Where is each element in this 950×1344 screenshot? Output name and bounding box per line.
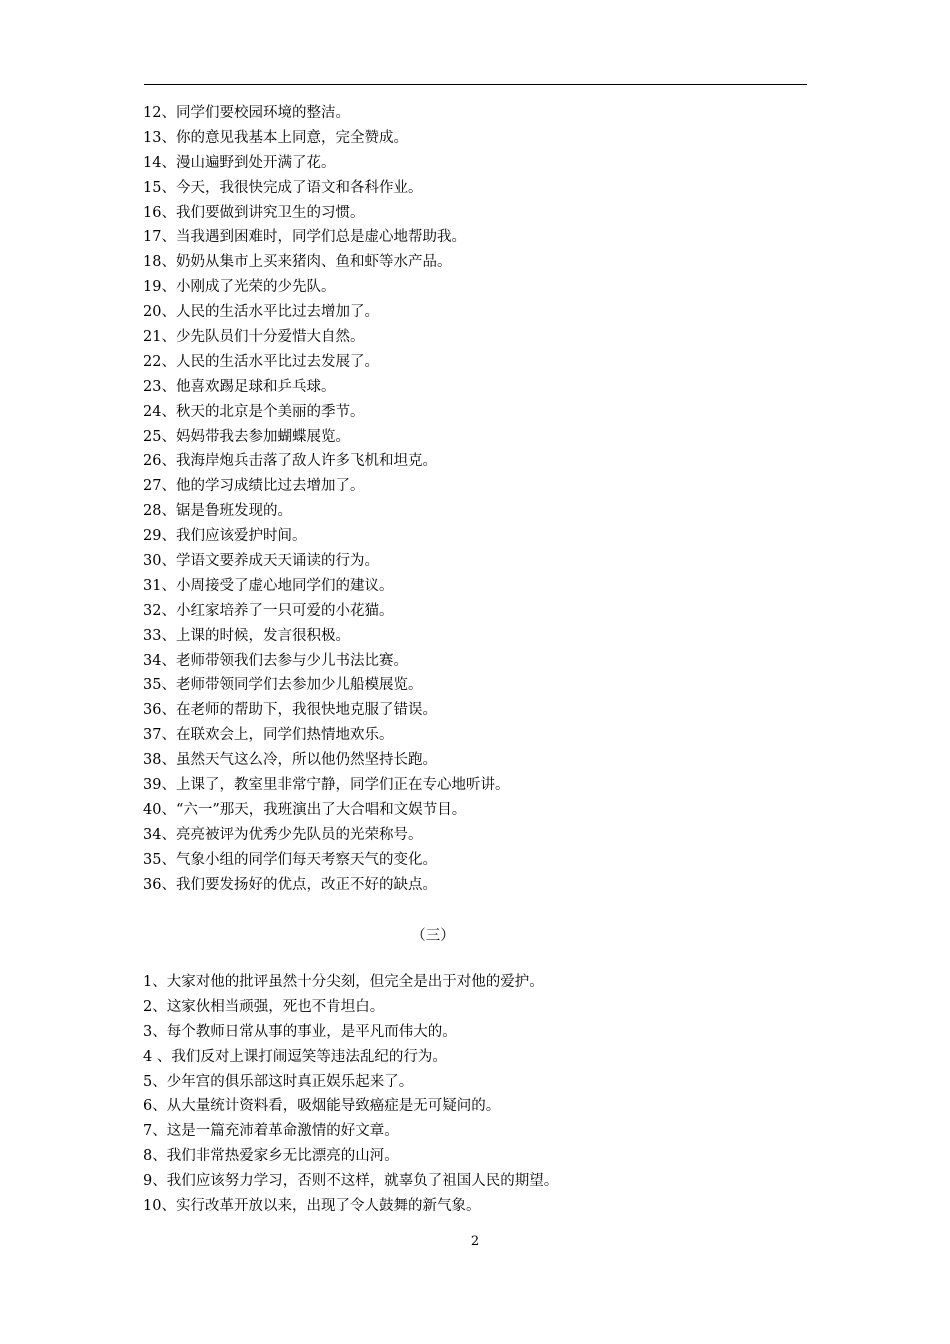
- sentence-item: 22、人民的生活水平比过去发展了。: [143, 353, 379, 370]
- sentence-item: 18、奶奶从集市上买来猪肉、鱼和虾等水产品。: [143, 254, 452, 271]
- sentence-list-part3: [143, 970, 558, 1219]
- sentence-item: 27、他的学习成绩比过去增加了。: [143, 478, 365, 495]
- sentence-item: 33、上课的时候，发言很积极。: [143, 627, 350, 644]
- sentence-item: 2、这家伙相当顽强，死也不肯坦白。: [143, 998, 385, 1015]
- sentence-item: 6、从大量统计资料看，吸烟能导致癌症是无可疑问的。: [143, 1098, 501, 1115]
- sentence-item: 35、气象小组的同学们每天考察天气的变化。: [143, 851, 437, 868]
- sentence-item: 26、我海岸炮兵击落了敌人许多飞机和坦克。: [143, 453, 437, 470]
- sentence-item: 12、同学们要校园环境的整洁。: [143, 105, 350, 121]
- sentence-item: 20、人民的生活水平比过去增加了。: [143, 304, 379, 321]
- sentence-item: 40、“六一”那天，我班演出了大合唱和文娱节目。: [143, 801, 467, 818]
- sentence-item: 13、你的意见我基本上同意，完全赞成。: [143, 129, 408, 146]
- sentence-item: 17、当我遇到困难时，同学们总是虚心地帮助我。: [143, 229, 466, 246]
- sentence-item: 8、我们非常热爱家乡无比漂亮的山河。: [143, 1148, 399, 1165]
- sentence-item: 14、漫山遍野到处开满了花。: [143, 154, 336, 171]
- sentence-list-part2: [143, 101, 509, 898]
- sentence-item: 3、每个教师日常从事的事业，是平凡而伟大的。: [143, 1023, 457, 1040]
- sentence-item: 4 、我们反对上课打闹逗笑等违法乱纪的行为。: [143, 1048, 447, 1065]
- sentence-item: 16、我们要做到讲究卫生的习惯。: [143, 204, 365, 221]
- section-title: （三）: [411, 928, 455, 944]
- sentence-item: 34、老师带领我们去参与少儿书法比赛。: [143, 652, 408, 669]
- sentence-item: 37、在联欢会上，同学们热情地欢乐。: [143, 727, 394, 744]
- sentence-item: 36、在老师的帮助下，我很快地克服了错误。: [143, 702, 437, 719]
- page-number: 2: [470, 1234, 480, 1249]
- sentence-item: 10、实行改革开放以来，出现了令人鼓舞的新气象。: [143, 1198, 481, 1215]
- sentence-item: 9、我们应该努力学习，否则不这样，就辜负了祖国人民的期望。: [143, 1173, 559, 1190]
- sentence-item: 5、少年宫的俱乐部这时真正娱乐起来了。: [143, 1073, 414, 1090]
- sentence-item: 38、虽然天气这么冷，所以他仍然坚持长跑。: [143, 752, 437, 769]
- sentence-item: 29、我们应该爱护时间。: [143, 528, 307, 545]
- sentence-item: 28、锯是鲁班发现的。: [143, 503, 292, 520]
- sentence-item: 1、大家对他的批评虽然十分尖刻，但完全是出于对他的爱护。: [143, 974, 544, 990]
- sentence-item: 23、他喜欢踢足球和乒乓球。: [143, 378, 336, 395]
- sentence-item: 34、亮亮被评为优秀少先队员的光荣称号。: [143, 826, 423, 843]
- sentence-item: 39、上课了，教室里非常宁静，同学们正在专心地听讲。: [143, 777, 510, 794]
- header-rule: [144, 84, 807, 85]
- sentence-item: 21、少先队员们十分爱惜大自然。: [143, 329, 365, 346]
- sentence-item: 35、老师带领同学们去参加少儿船模展览。: [143, 677, 423, 694]
- sentence-item: 7、这是一篇充沛着革命激情的好文章。: [143, 1123, 399, 1140]
- sentence-item: 19、小刚成了光荣的少先队。: [143, 279, 336, 296]
- sentence-item: 25、妈妈带我去参加蝴蝶展览。: [143, 428, 350, 445]
- sentence-item: 24、秋天的北京是个美丽的季节。: [143, 403, 365, 420]
- sentence-item: 15、今天，我很快完成了语文和各科作业。: [143, 179, 423, 196]
- sentence-item: 36、我们要发扬好的优点，改正不好的缺点。: [143, 876, 437, 893]
- sentence-item: 31、小周接受了虚心地同学们的建议。: [143, 577, 394, 594]
- sentence-item: 32、小红家培养了一只可爱的小花猫。: [143, 602, 394, 619]
- sentence-item: 30、学语文要养成天天诵读的行为。: [143, 553, 379, 570]
